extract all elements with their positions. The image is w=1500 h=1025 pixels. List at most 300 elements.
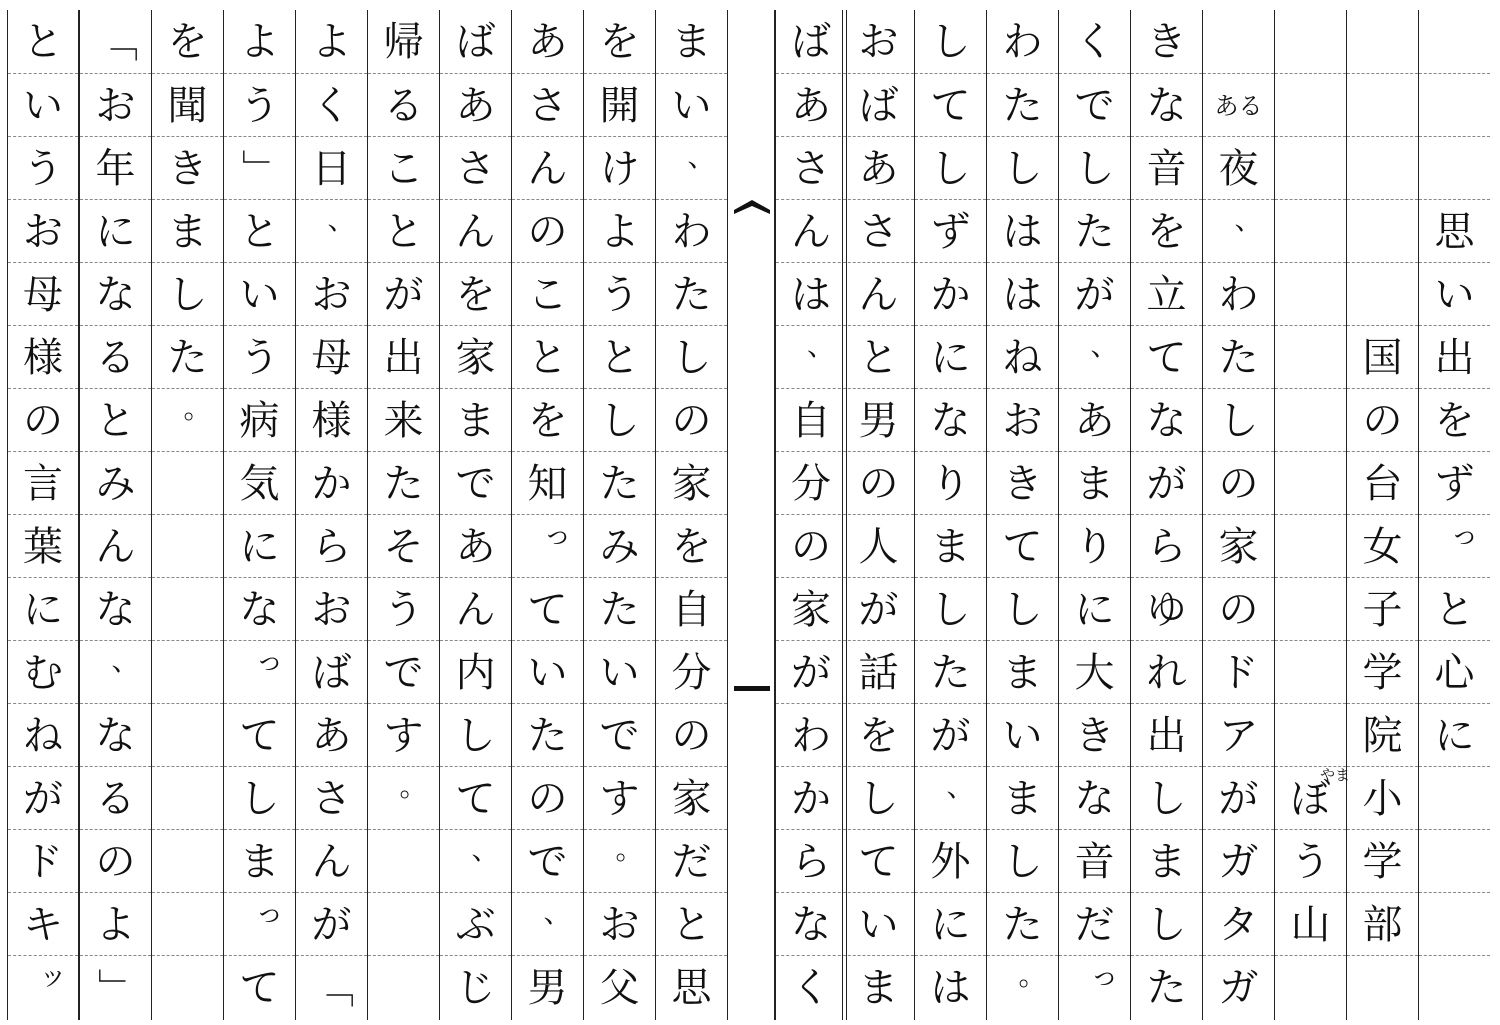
handwritten-character: は <box>930 964 971 1011</box>
handwritten-character: 、 <box>111 643 140 677</box>
manuscript-column <box>223 10 295 1020</box>
manuscript-cell <box>1419 73 1490 137</box>
handwritten-character: し <box>599 397 640 444</box>
manuscript-cell <box>440 388 511 452</box>
manuscript-cell <box>843 703 914 767</box>
handwritten-character: と <box>527 334 568 381</box>
handwritten-character: と <box>23 18 63 65</box>
manuscript-cell <box>776 829 846 893</box>
manuscript-column <box>79 10 151 1020</box>
manuscript-cell <box>987 703 1058 767</box>
manuscript-cell <box>152 388 223 452</box>
manuscript-cell <box>8 703 78 767</box>
handwritten-character: の <box>95 838 136 885</box>
manuscript-cell <box>656 829 727 893</box>
manuscript-cell <box>512 892 583 956</box>
manuscript-cell <box>1203 577 1274 641</box>
handwritten-character: あ <box>527 18 568 65</box>
manuscript-cell <box>368 640 439 704</box>
handwritten-character: の <box>1362 397 1403 444</box>
handwritten-character: あ <box>311 712 352 759</box>
handwritten-character: が <box>311 901 352 948</box>
handwritten-character: お <box>1002 397 1043 444</box>
handwritten-character: に <box>1074 586 1115 633</box>
manuscript-cell <box>80 577 151 641</box>
manuscript-cell <box>1203 703 1274 767</box>
manuscript-cell <box>1419 10 1490 73</box>
manuscript-cell <box>1059 703 1130 767</box>
handwritten-character: 、 <box>946 769 975 803</box>
handwritten-character: ま <box>167 208 208 255</box>
manuscript-cell <box>1131 703 1202 767</box>
manuscript-cell <box>776 199 846 263</box>
manuscript-cell <box>368 577 439 641</box>
manuscript-cell <box>915 199 986 263</box>
manuscript-cell <box>1131 73 1202 137</box>
handwritten-character: 「 <box>308 967 355 1008</box>
manuscript-cell <box>512 73 583 137</box>
manuscript-cell <box>1131 10 1202 73</box>
handwritten-character: 家 <box>671 775 712 822</box>
handwritten-character: に <box>1434 712 1475 759</box>
manuscript-cell <box>987 514 1058 578</box>
manuscript-cell <box>512 199 583 263</box>
manuscript-cell <box>224 577 295 641</box>
manuscript-cell <box>843 955 914 1019</box>
manuscript-cell <box>80 640 151 704</box>
manuscript-cell <box>512 955 583 1019</box>
handwritten-character: な <box>95 586 136 633</box>
handwritten-character: て <box>527 586 568 633</box>
handwritten-character: 、 <box>806 328 835 362</box>
manuscript-cell <box>512 262 583 326</box>
manuscript-cell <box>224 640 295 704</box>
manuscript-cell <box>1347 73 1418 137</box>
handwritten-character: と <box>671 901 712 948</box>
handwritten-character: の <box>527 208 568 255</box>
handwritten-character: し <box>671 334 712 381</box>
handwritten-character: 家 <box>455 334 496 381</box>
manuscript-cell <box>368 388 439 452</box>
handwritten-character: く <box>791 964 831 1011</box>
manuscript-cell <box>368 325 439 389</box>
manuscript-column <box>986 10 1058 1020</box>
handwritten-character: あ <box>455 82 496 129</box>
handwritten-character: わ <box>791 712 831 759</box>
manuscript-cell <box>656 955 727 1019</box>
manuscript-cell <box>440 199 511 263</box>
manuscript-cell <box>987 136 1058 200</box>
handwritten-character: れ <box>1146 649 1187 696</box>
manuscript-cell <box>368 262 439 326</box>
handwritten-character: く <box>1074 18 1115 65</box>
handwritten-character: 、 <box>327 202 356 236</box>
manuscript-cell <box>656 388 727 452</box>
manuscript-cell <box>1059 829 1130 893</box>
manuscript-cell <box>80 514 151 578</box>
manuscript-cell <box>1419 766 1490 830</box>
handwritten-character: 、 <box>1090 328 1119 362</box>
handwritten-character: く <box>311 82 352 129</box>
manuscript-cell <box>296 388 367 452</box>
handwritten-character: み <box>95 460 136 507</box>
handwritten-character: が <box>1146 460 1187 507</box>
manuscript-cell <box>915 388 986 452</box>
manuscript-cell <box>915 514 986 578</box>
handwritten-character: ず <box>930 208 971 255</box>
manuscript-cell <box>584 514 655 578</box>
manuscript-cell <box>224 136 295 200</box>
handwritten-character: ま <box>930 523 971 570</box>
manuscript-cell <box>987 73 1058 137</box>
handwritten-character: た <box>599 460 640 507</box>
manuscript-cell <box>224 451 295 515</box>
handwritten-character: ば <box>858 82 899 129</box>
manuscript-cell <box>440 73 511 137</box>
manuscript-cell <box>440 892 511 956</box>
manuscript-cell <box>512 10 583 73</box>
handwritten-character: ま <box>858 964 899 1011</box>
manuscript-cell <box>776 388 846 452</box>
manuscript-cell <box>584 892 655 956</box>
handwritten-character: な <box>239 586 280 633</box>
handwritten-character: 心 <box>1434 649 1475 696</box>
manuscript-cell <box>368 451 439 515</box>
manuscript-cell <box>368 514 439 578</box>
manuscript-cell <box>1059 10 1130 73</box>
manuscript-cell <box>368 10 439 73</box>
manuscript-cell <box>1131 388 1202 452</box>
manuscript-cell <box>987 766 1058 830</box>
manuscript-cell <box>512 451 583 515</box>
handwritten-character: 家 <box>671 460 712 507</box>
manuscript-cell <box>1419 577 1490 641</box>
handwritten-character: た <box>1218 334 1259 381</box>
manuscript-cell <box>368 829 439 893</box>
handwritten-character: が <box>1218 775 1259 822</box>
manuscript-cell <box>512 703 583 767</box>
manuscript-cell <box>296 577 367 641</box>
manuscript-cell <box>1275 10 1346 73</box>
manuscript-cell <box>440 703 511 767</box>
handwritten-character: ね <box>1002 334 1043 381</box>
manuscript-cell <box>8 640 78 704</box>
manuscript-cell <box>80 199 151 263</box>
manuscript-cell <box>152 451 223 515</box>
manuscript-cell <box>80 451 151 515</box>
manuscript-cell <box>1059 73 1130 137</box>
handwritten-character: 母 <box>23 271 63 318</box>
handwritten-character: お <box>311 271 352 318</box>
manuscript-cell <box>987 829 1058 893</box>
handwritten-character: 出 <box>1434 334 1475 381</box>
manuscript-cell <box>1347 640 1418 704</box>
manuscript-cell <box>1419 136 1490 200</box>
handwritten-character: た <box>599 586 640 633</box>
manuscript-column <box>1130 10 1202 1020</box>
handwritten-character: 。 <box>615 832 644 866</box>
manuscript-cell <box>584 262 655 326</box>
handwritten-character: い <box>527 649 568 696</box>
handwritten-character: 」 <box>92 967 139 1008</box>
handwritten-character: 。 <box>1018 958 1047 992</box>
manuscript-cell <box>152 703 223 767</box>
handwritten-character: ん <box>858 271 899 318</box>
handwritten-character: 「 <box>92 21 139 62</box>
manuscript-cell <box>843 514 914 578</box>
manuscript-cell <box>1275 514 1346 578</box>
handwritten-character: さ <box>527 82 568 129</box>
manuscript-cell <box>1203 640 1274 704</box>
manuscript-cell <box>296 829 367 893</box>
handwritten-character: お <box>599 901 640 948</box>
handwritten-character: を <box>599 18 640 65</box>
manuscript-cell <box>1203 829 1274 893</box>
handwritten-character: け <box>599 145 640 192</box>
handwritten-character: ぼ <box>1290 775 1331 822</box>
manuscript-cell <box>1275 892 1346 956</box>
manuscript-cell <box>8 388 78 452</box>
manuscript-cell <box>915 262 986 326</box>
handwritten-character: ガ <box>1218 838 1259 885</box>
handwritten-character: ず <box>1434 460 1475 507</box>
manuscript-cell <box>296 136 367 200</box>
handwritten-character: 年 <box>95 145 136 192</box>
manuscript-cell <box>296 451 367 515</box>
manuscript-cell <box>512 136 583 200</box>
manuscript-cell <box>224 262 295 326</box>
handwritten-character: の <box>527 775 568 822</box>
handwritten-character: い <box>23 82 63 129</box>
handwritten-character: 院 <box>1362 712 1403 759</box>
manuscript-cell <box>987 640 1058 704</box>
manuscript-cell <box>1275 640 1346 704</box>
manuscript-cell <box>296 703 367 767</box>
manuscript-cell <box>1059 640 1130 704</box>
manuscript-cell <box>1059 577 1130 641</box>
handwritten-character: 知 <box>527 460 568 507</box>
handwritten-character: 家 <box>1218 523 1259 570</box>
manuscript-column <box>655 10 727 1020</box>
manuscript-cell <box>843 766 914 830</box>
manuscript-cell <box>987 955 1058 1019</box>
manuscript-cell <box>584 73 655 137</box>
manuscript-cell <box>1275 703 1346 767</box>
manuscript-cell <box>1203 514 1274 578</box>
handwritten-character: を <box>858 712 899 759</box>
manuscript-cell <box>584 640 655 704</box>
handwritten-character: 母 <box>311 334 352 381</box>
manuscript-cell <box>440 514 511 578</box>
manuscript-cell <box>368 955 439 1019</box>
handwritten-character: 」 <box>236 148 283 189</box>
manuscript-cell <box>843 136 914 200</box>
handwritten-character: だ <box>671 838 712 885</box>
manuscript-cell <box>776 955 846 1019</box>
handwritten-character: 思 <box>671 964 712 1011</box>
manuscript-cell <box>987 325 1058 389</box>
manuscript-cell <box>915 73 986 137</box>
handwritten-character: の <box>1218 460 1259 507</box>
manuscript-cell <box>512 325 583 389</box>
handwritten-character: よ <box>311 18 352 65</box>
handwritten-character: 出 <box>383 334 424 381</box>
manuscript-cell <box>296 199 367 263</box>
manuscript-cell <box>843 262 914 326</box>
manuscript-cell <box>512 766 583 830</box>
manuscript-cell <box>915 325 986 389</box>
handwritten-character: 分 <box>791 460 831 507</box>
handwritten-character: ま <box>671 18 712 65</box>
handwritten-character: わ <box>1002 18 1043 65</box>
handwritten-character: の <box>23 397 63 444</box>
handwritten-character: る <box>95 334 136 381</box>
manuscript-cell <box>1275 262 1346 326</box>
manuscript-cell <box>152 892 223 956</box>
manuscript-cell <box>1419 451 1490 515</box>
manuscript-cell <box>296 262 367 326</box>
manuscript-cell <box>8 955 78 1019</box>
manuscript-cell <box>915 10 986 73</box>
manuscript-cell <box>1347 703 1418 767</box>
center-line-mark-icon <box>732 684 770 694</box>
handwritten-character: キ <box>23 901 63 948</box>
handwritten-character: な <box>930 397 971 444</box>
handwritten-character: な <box>1074 775 1115 822</box>
manuscript-cell <box>776 325 846 389</box>
handwritten-character: で <box>527 838 568 885</box>
manuscript-cell <box>776 10 846 73</box>
handwritten-character: し <box>1002 838 1043 885</box>
handwritten-character: そ <box>383 523 424 570</box>
manuscript-cell <box>1131 262 1202 326</box>
handwritten-character: 話 <box>858 649 899 696</box>
manuscript-cell <box>368 766 439 830</box>
handwritten-character: て <box>455 775 496 822</box>
handwritten-character: な <box>1146 82 1187 129</box>
manuscript-cell <box>224 10 295 73</box>
handwritten-character: に <box>23 586 63 633</box>
handwritten-character: ら <box>311 523 352 570</box>
manuscript-cell <box>1131 199 1202 263</box>
manuscript-cell <box>1347 577 1418 641</box>
manuscript-cell <box>656 10 727 73</box>
manuscript-cell <box>1203 262 1274 326</box>
manuscript-cell <box>1203 73 1274 137</box>
handwritten-character: た <box>527 712 568 759</box>
handwritten-character: し <box>1074 145 1115 192</box>
handwritten-character: 。 <box>183 391 212 425</box>
handwritten-character: た <box>1146 964 1187 1011</box>
handwritten-character: ば <box>455 18 496 65</box>
handwritten-character: き <box>1146 18 1187 65</box>
manuscript-cell <box>1059 955 1130 1019</box>
manuscript-cell <box>1131 451 1202 515</box>
manuscript-cell <box>440 640 511 704</box>
manuscript-cell <box>584 10 655 73</box>
manuscript-cell <box>584 577 655 641</box>
manuscript-cell <box>843 388 914 452</box>
handwritten-character: で <box>455 460 496 507</box>
manuscript-cell <box>1419 325 1490 389</box>
handwritten-character: 帰 <box>383 18 424 65</box>
handwritten-character: を <box>527 397 568 444</box>
handwritten-character: こ <box>383 145 424 192</box>
manuscript-cell <box>152 136 223 200</box>
manuscript-cell <box>1059 199 1130 263</box>
manuscript-cell <box>843 451 914 515</box>
handwritten-character: か <box>791 775 831 822</box>
manuscript-cell <box>8 514 78 578</box>
manuscript-cell <box>152 514 223 578</box>
manuscript-cell <box>843 577 914 641</box>
handwritten-character: 家 <box>791 586 831 633</box>
handwritten-character: で <box>1074 82 1115 129</box>
manuscript-cell <box>368 199 439 263</box>
manuscript-cell <box>776 262 846 326</box>
handwritten-character: わ <box>671 208 712 255</box>
handwritten-character: ド <box>23 838 63 885</box>
handwritten-character: タ <box>1218 901 1259 948</box>
manuscript-column <box>511 10 583 1020</box>
handwritten-character: み <box>599 523 640 570</box>
manuscript-cell <box>440 325 511 389</box>
manuscript-cell <box>8 136 78 200</box>
manuscript-cell <box>1131 640 1202 704</box>
handwritten-character: 人 <box>858 523 899 570</box>
manuscript-cell <box>8 262 78 326</box>
handwritten-character: ば <box>791 18 831 65</box>
handwritten-character: に <box>95 208 136 255</box>
manuscript-cell <box>152 640 223 704</box>
handwritten-character: よ <box>95 901 136 948</box>
handwritten-character: ア <box>1218 712 1259 759</box>
manuscript-cell <box>584 325 655 389</box>
manuscript-cell <box>8 199 78 263</box>
handwritten-character: し <box>455 712 496 759</box>
handwritten-character: が <box>858 586 899 633</box>
manuscript-cell <box>224 199 295 263</box>
handwritten-character: し <box>1218 397 1259 444</box>
handwritten-character: っ <box>255 643 284 677</box>
handwritten-character: う <box>239 334 280 381</box>
manuscript-cell <box>152 577 223 641</box>
handwritten-character: っ <box>543 517 572 551</box>
manuscript-cell <box>152 955 223 1019</box>
handwritten-character: な <box>791 901 831 948</box>
manuscript-cell <box>987 892 1058 956</box>
handwritten-character: し <box>1146 775 1187 822</box>
handwritten-character: 言 <box>23 460 63 507</box>
manuscript-cell <box>987 388 1058 452</box>
handwritten-character: た <box>167 334 208 381</box>
handwritten-character: 出 <box>1146 712 1187 759</box>
manuscript-cell <box>1275 136 1346 200</box>
handwritten-character: だ <box>1074 901 1115 948</box>
manuscript-cell <box>987 262 1058 326</box>
handwritten-character: っ <box>1450 517 1479 551</box>
handwritten-character: 小 <box>1362 775 1403 822</box>
manuscript-cell <box>656 136 727 200</box>
handwritten-character: て <box>1002 523 1043 570</box>
handwritten-character: し <box>239 775 280 822</box>
handwritten-character: う <box>1290 838 1331 885</box>
manuscript-cell <box>440 10 511 73</box>
handwritten-character: ド <box>1218 649 1259 696</box>
handwritten-character: 、 <box>1234 202 1263 236</box>
handwritten-character: を <box>1146 208 1187 255</box>
handwritten-character: ん <box>791 208 831 255</box>
